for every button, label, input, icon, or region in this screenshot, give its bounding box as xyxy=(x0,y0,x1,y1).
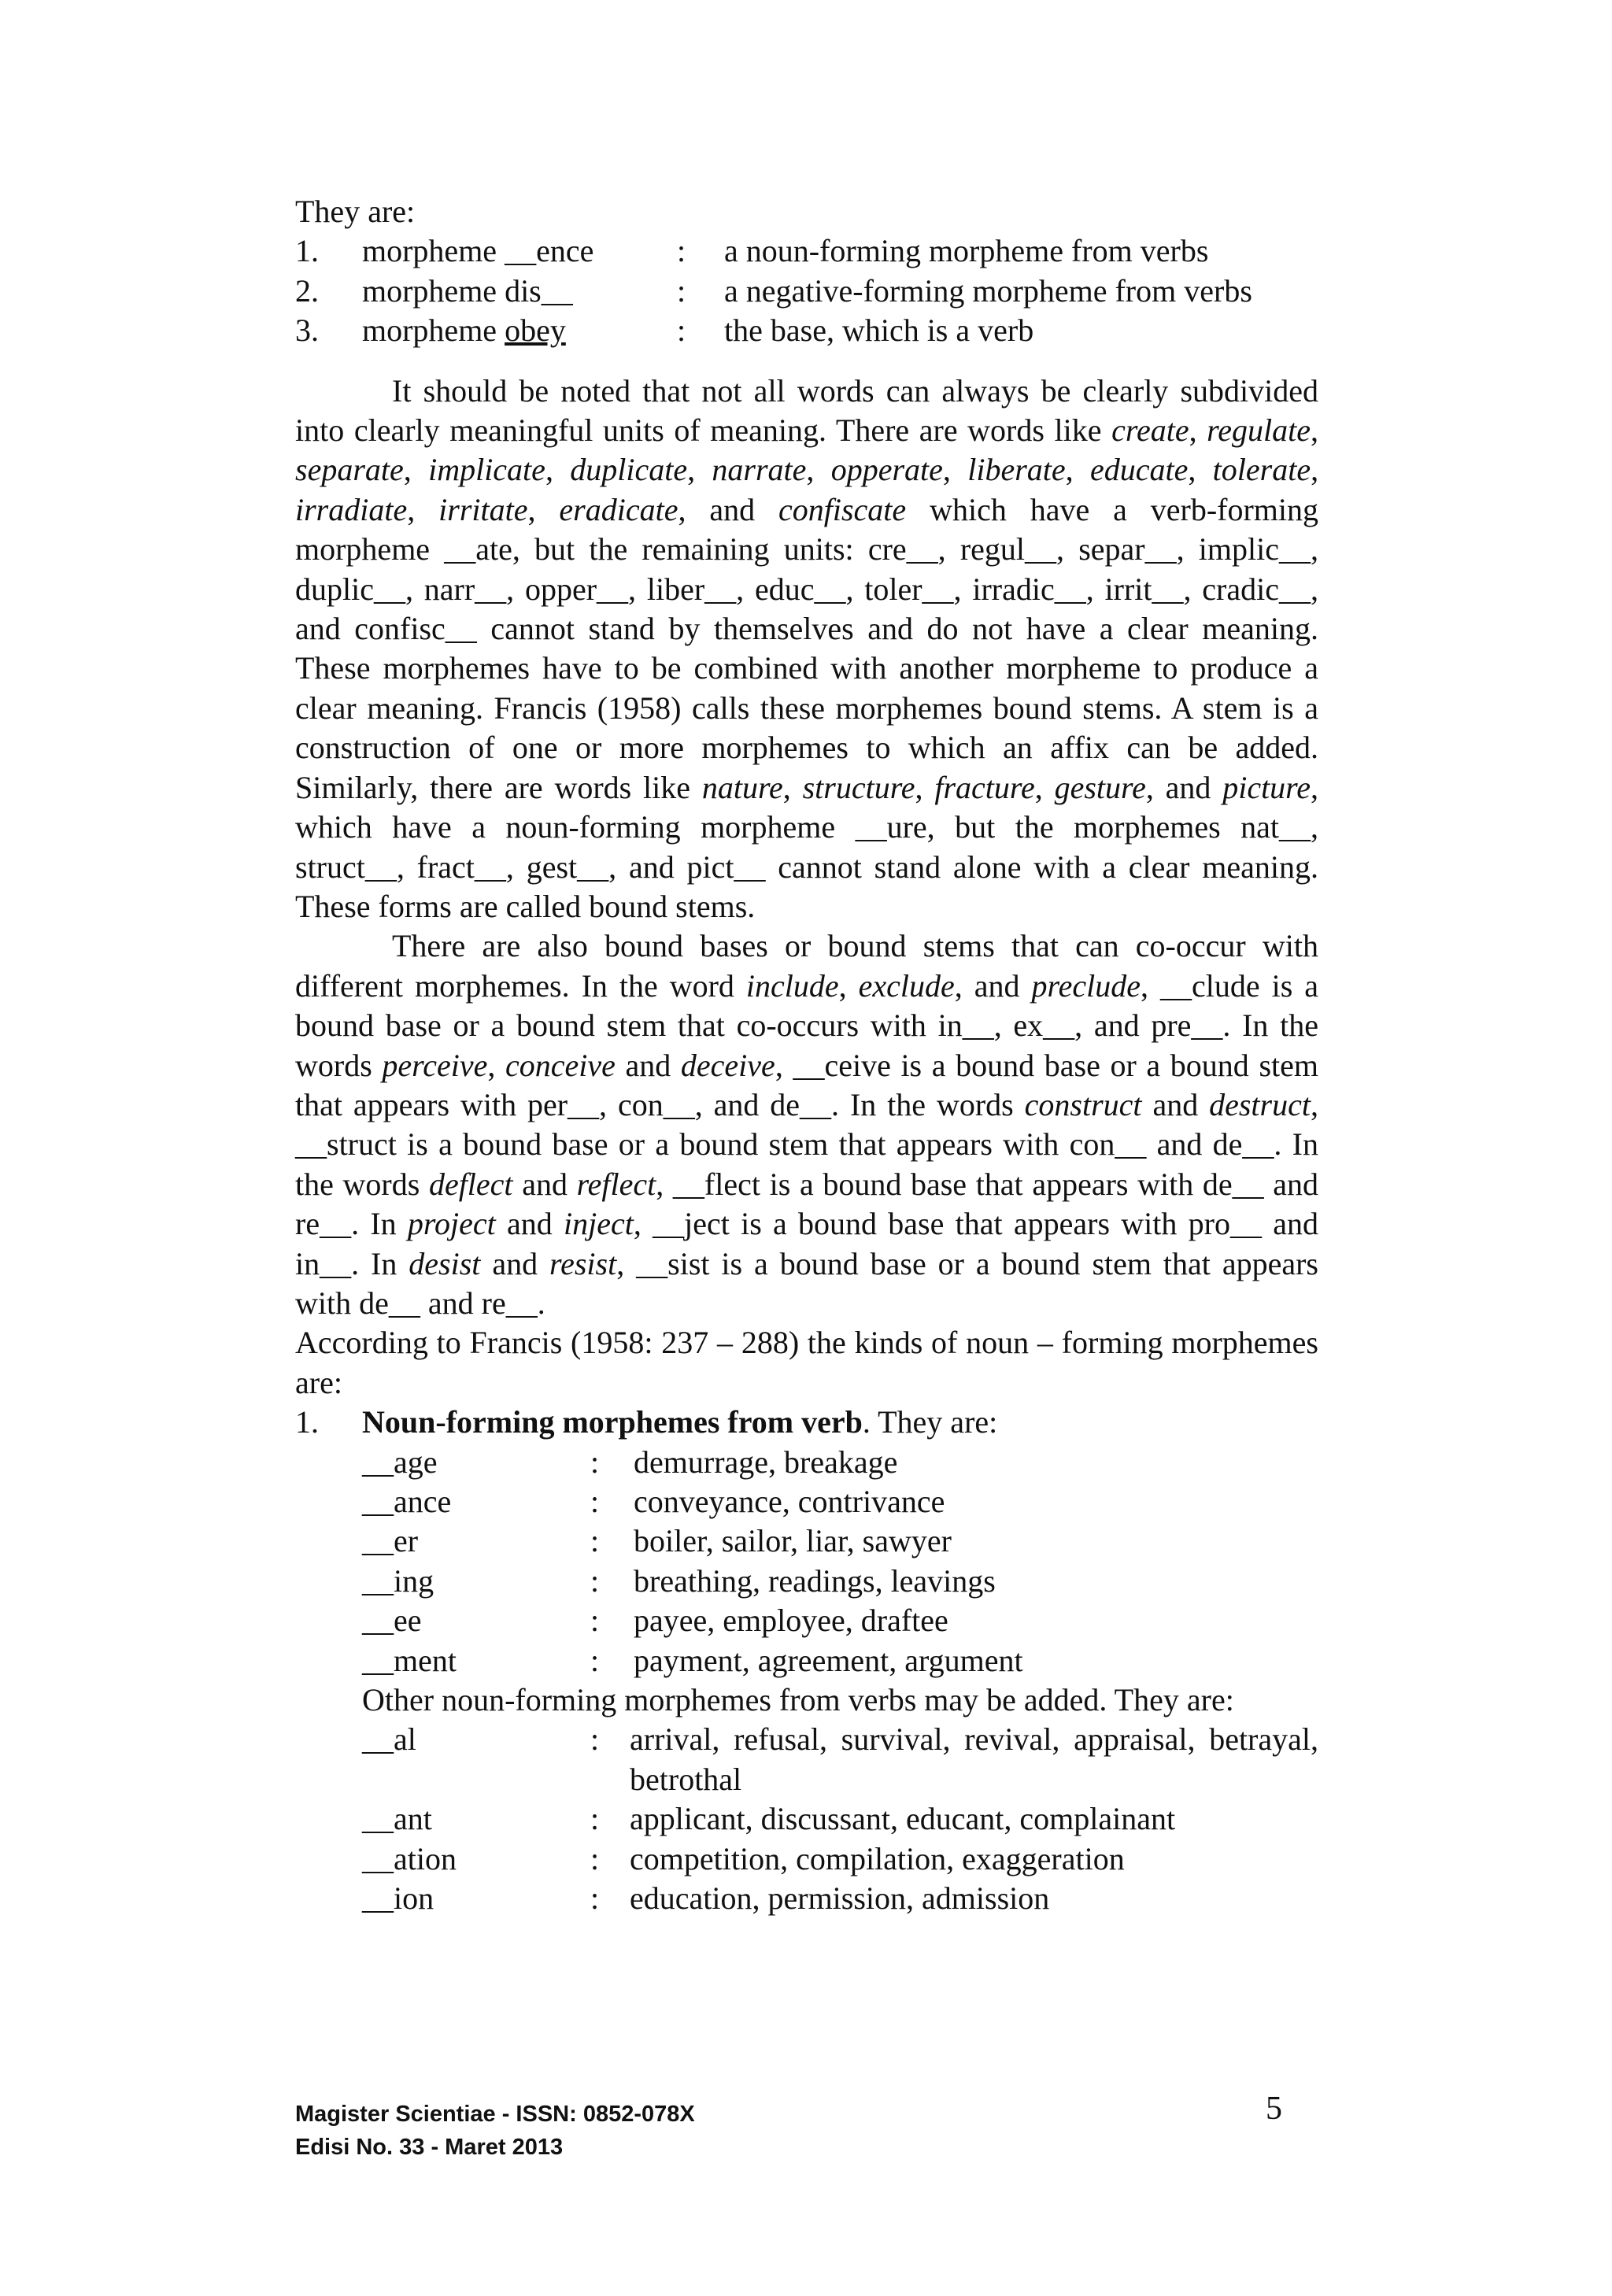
text-run: and xyxy=(1141,1086,1210,1122)
morpheme-prefix: morpheme xyxy=(362,272,505,309)
section-title: Noun-forming morphemes from verb xyxy=(362,1404,863,1440)
text-run: , xyxy=(806,452,831,488)
journal-issn: Magister Scientiae - ISSN: 0852-078X xyxy=(295,2102,695,2127)
morpheme-description: the base, which is a verb xyxy=(724,312,1034,349)
suffix-examples: boiler, sailor, liar, sawyer xyxy=(634,1523,952,1559)
text-run: , __sist is a bound base or a bound stem that appears with de__ and re__. xyxy=(295,1245,1318,1321)
section-title-rest: . They are: xyxy=(862,1404,998,1440)
example-word: separate xyxy=(295,452,404,488)
colon-separator: : xyxy=(590,1603,600,1639)
text-run: and xyxy=(615,1047,681,1083)
example-word: preclude xyxy=(1031,967,1141,1004)
colon-separator: : xyxy=(590,1642,600,1678)
suffix: __ance xyxy=(362,1484,452,1519)
paragraph-bound-stems xyxy=(295,372,1318,927)
suffix-row xyxy=(362,1879,1318,1918)
example-word: duplicate xyxy=(570,452,688,488)
footer xyxy=(295,2098,695,2164)
colon-separator: : xyxy=(590,1801,600,1837)
suffix-examples: breathing, readings, leavings xyxy=(634,1562,996,1599)
page-body xyxy=(295,192,1318,1918)
suffix-row xyxy=(362,1641,1318,1680)
colon-separator: : xyxy=(590,1523,600,1559)
example-word: destruct xyxy=(1209,1086,1311,1122)
suffix-table-verbs xyxy=(362,1443,1318,1680)
morpheme-form: dis__ xyxy=(505,272,573,309)
example-word: irritate xyxy=(438,491,528,527)
suffix-examples: competition, compilation, exaggeration xyxy=(630,1840,1125,1876)
suffix-table-other xyxy=(362,1720,1318,1918)
text-run: and xyxy=(512,1166,577,1202)
example-word: reflect xyxy=(576,1166,656,1202)
morpheme-name xyxy=(362,311,677,350)
text-run: , xyxy=(487,1047,506,1083)
text-run: , and xyxy=(1145,769,1223,805)
suffix: __ation xyxy=(362,1840,457,1876)
text-run: , xyxy=(1311,412,1318,449)
example-word: implicate xyxy=(428,452,545,488)
morpheme-prefix: morpheme xyxy=(362,233,505,269)
suffix: __ment xyxy=(362,1642,457,1678)
example-word: deflect xyxy=(428,1166,513,1202)
text-run: , xyxy=(687,452,712,488)
morpheme-row xyxy=(295,311,1318,350)
example-word: resist xyxy=(549,1245,617,1281)
suffix-row xyxy=(362,1720,1318,1799)
example-word: irradiate xyxy=(295,491,408,527)
text-run: and xyxy=(495,1206,564,1242)
colon-separator: : xyxy=(590,1880,600,1917)
text-run: , xyxy=(942,452,968,488)
example-word: narrate xyxy=(712,452,807,488)
suffix-examples: applicant, discussant, educant, complainant xyxy=(630,1801,1176,1837)
example-word: confiscate xyxy=(778,491,907,527)
suffix-row xyxy=(362,1839,1318,1879)
example-word: regulate xyxy=(1207,412,1311,449)
text-run: , __flect is a bound base that appears with de__ and re__. In xyxy=(295,1166,1319,1242)
suffix: __ee xyxy=(362,1603,422,1639)
text-run: , xyxy=(1034,769,1055,805)
example-word: inject xyxy=(564,1206,634,1242)
text-run: , which have a noun-forming morpheme __ure, but the morphemes nat__, struct__, fract__, gest__, and pict__ cannot stand alone with a clear meaning. These forms are called bound stems. xyxy=(295,769,1319,924)
morpheme-list xyxy=(295,231,1318,350)
suffix: __al xyxy=(362,1721,416,1758)
example-word: fracture xyxy=(934,769,1035,805)
colon-separator: : xyxy=(677,272,686,309)
morpheme-form: obey xyxy=(505,312,566,349)
example-word: create xyxy=(1111,412,1189,449)
suffix: __ion xyxy=(362,1880,434,1917)
example-word: exclude xyxy=(858,967,955,1004)
colon-separator: : xyxy=(590,1562,600,1599)
text-run: , xyxy=(403,452,429,488)
suffix: __ing xyxy=(362,1562,434,1599)
morpheme-number: 1. xyxy=(295,233,319,269)
text-run: , xyxy=(527,491,560,527)
section-number: 1. xyxy=(295,1404,319,1440)
suffix-row xyxy=(362,1482,1318,1521)
example-word: project xyxy=(407,1206,496,1242)
colon-separator: : xyxy=(590,1840,600,1876)
example-word: construct xyxy=(1024,1086,1142,1122)
text-run: There are also bound bases or bound stems that can co-occur with different morphemes. In the word xyxy=(295,928,1318,1004)
text-run: which have a verb-forming morpheme __ate, but the remaining units: cre__, regul__, separ__, implic__, duplic__, narr__, opper__, liber__, educ__, toler__, irradic__, irrit__, cradic__, and confisc__ cannot stand by themselves and do not have a clear meaning. These morphemes have to be combined with another morpheme to produce a clear meaning. Francis (1958) calls these morphemes bound stems. A stem is a construction of one or more morphemes to which an affix can be added. Similarly, there are words like xyxy=(295,491,1319,805)
suffix-examples: conveyance, contrivance xyxy=(634,1484,945,1519)
morpheme-row xyxy=(295,272,1318,311)
colon-separator: : xyxy=(677,233,686,269)
suffix-examples: payee, employee, draftee xyxy=(634,1603,948,1639)
text-run: , xyxy=(1189,412,1207,449)
suffix-row xyxy=(362,1562,1318,1601)
suffix-examples: arrival, refusal, survival, revival, appraisal, betrayal, betrothal xyxy=(630,1721,1318,1797)
morpheme-number: 2. xyxy=(295,272,319,309)
text-run: , and xyxy=(678,491,778,527)
suffix: __er xyxy=(362,1523,419,1559)
text-run: , xyxy=(1065,452,1090,488)
text-run: , xyxy=(1188,452,1213,488)
example-word: liberate xyxy=(967,452,1066,488)
text-run: , xyxy=(838,967,859,1004)
suffix-examples: education, permission, admission xyxy=(630,1880,1050,1917)
text-run: , and xyxy=(954,967,1032,1004)
paragraph-bound-bases xyxy=(295,926,1318,1323)
example-word: deceive xyxy=(680,1047,775,1083)
morpheme-description: a noun-forming morpheme from verbs xyxy=(724,233,1209,269)
page-number: 5 xyxy=(1266,2091,1282,2127)
example-word: picture xyxy=(1222,769,1311,805)
intro-line: They are: xyxy=(295,194,416,229)
suffix-row xyxy=(362,1443,1318,1482)
text-run: , xyxy=(915,769,935,805)
colon-separator: : xyxy=(677,312,686,349)
text-run: , __ceive is a bound base or a bound stem that appears with per__, con__, and de__. In the words xyxy=(295,1047,1318,1122)
suffix-row xyxy=(362,1799,1318,1839)
morpheme-name xyxy=(362,272,677,311)
suffix: __age xyxy=(362,1444,438,1480)
text-run: , xyxy=(1311,452,1319,488)
suffix-row xyxy=(362,1601,1318,1640)
colon-separator: : xyxy=(590,1721,600,1758)
suffix-examples: demurrage, breakage xyxy=(634,1444,898,1480)
morpheme-description: a negative-forming morpheme from verbs xyxy=(724,272,1252,309)
other-suffixes-intro: Other noun-forming morphemes from verbs may be added. They are: xyxy=(362,1682,1234,1718)
suffix-examples: payment, agreement, argument xyxy=(634,1642,1023,1678)
morpheme-prefix: morpheme xyxy=(362,312,505,349)
text-run: and xyxy=(480,1245,550,1281)
example-word: conceive xyxy=(505,1047,616,1083)
paragraph-noun-forming-intro: According to Francis (1958: 237 – 288) the kinds of noun – forming morphemes are: xyxy=(295,1325,1318,1400)
example-word: eradicate xyxy=(559,491,678,527)
example-word: structure xyxy=(802,769,915,805)
example-word: opperate xyxy=(830,452,943,488)
text-run: , xyxy=(407,491,439,527)
example-word: include xyxy=(745,967,839,1004)
colon-separator: : xyxy=(590,1444,600,1480)
journal-edition: Edisi No. 33 - Maret 2013 xyxy=(295,2135,564,2160)
example-word: gesture xyxy=(1054,769,1146,805)
text-run: , __ject is a bound base that appears with pro__ and in__. In xyxy=(295,1206,1318,1281)
example-word: desist xyxy=(409,1245,481,1281)
section-heading xyxy=(295,1403,1318,1442)
example-word: perceive xyxy=(382,1047,488,1083)
morpheme-form: __ence xyxy=(505,233,594,269)
colon-separator: : xyxy=(590,1484,600,1519)
text-run: It should be noted that not all words can always be clearly subdivided into clearly meaningful units of meaning. There are words like xyxy=(295,372,1318,449)
example-word: educate xyxy=(1089,452,1189,488)
text-run: , __clude is a bound base or a bound stem that co-occurs with in__, ex__, and pre__. In the words xyxy=(295,967,1318,1083)
morpheme-number: 3. xyxy=(295,312,319,349)
suffix: __ant xyxy=(362,1801,432,1837)
example-word: nature xyxy=(701,769,783,805)
morpheme-name xyxy=(362,231,677,271)
text-run: , xyxy=(782,769,803,805)
suffix-row xyxy=(362,1521,1318,1561)
morpheme-row xyxy=(295,231,1318,271)
text-run: , __struct is a bound base or a bound stem that appears with con__ and de__. In the words xyxy=(295,1086,1318,1202)
text-run: , xyxy=(545,452,571,488)
example-word: tolerate xyxy=(1212,452,1311,488)
